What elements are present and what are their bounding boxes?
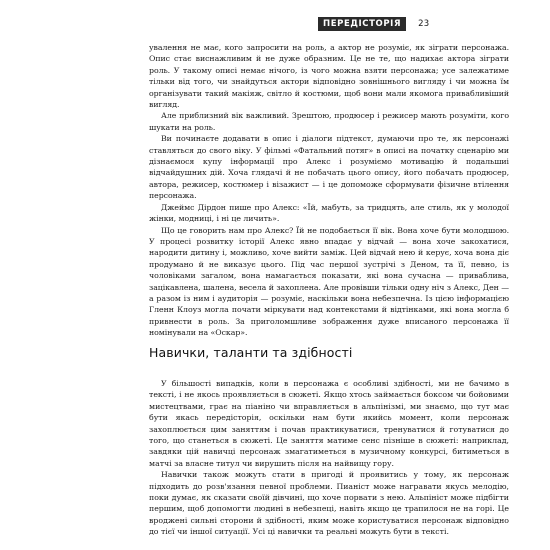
paragraph: Джеймс Дірдон пише про Алекс: «Їй, мабуть, за тридцять, але стиль, як у молодої жінки, модниці, і ні це личить». (149, 202, 509, 224)
running-head (318, 17, 518, 31)
paragraph: увалення не має, кого запросити на роль, а актор не розуміє, як зіграти персонажа. Опис стає виснажливим й не дуже образним. Це не те, що надихає актора зіграти роль. У такому описі немає нічого, із чого можна взяти персонажа; усе залежатиме тільки від того, чи знайдуться актори відповідно зовнішнього виглядy і чи можна їм організувати такий макіяж, світло й костюми, щоб вони мали якомога привабливіший вигляд. (149, 43, 509, 110)
section-label: ПЕРЕДІСТОРІЯ (318, 17, 406, 31)
body-text-top (149, 42, 509, 339)
paragraph: Що це говорить нам про Алекс? Їй не подобається її вік. Вона хоче бути молодшою. У процесі розвитку історії Алекс явно впадає у відчай — вона хоче закохатися, народити дитину і, можливо, хоче вийти заміж. Цей відчай нею й керує, хоча вона діє продумано й не виказує цього. Під час першої зустрічі з Деном, та її, певно, із чоловіками загалом, вона намагається показати, які вона сучасна — приваблива, зацікавлена, шалена, весела й захоплена. Але провівши тільки одну ніч з Алекс, Ден — а разом із ним і аудиторія — розуміє, наскільки вона небезпечна. Із цією інформацією Гленн Клоуз могла почати міркувати над контекстами й відтінками, які вона могла б привнести в роль. За приголомшливе зображення дуже вписаного персонажа її номінували на «Оскар». (149, 225, 509, 338)
body-text-bottom (149, 378, 509, 538)
paragraph: Ви починаєте додавати в опис і діалоги підтекст, думаючи про те, як персонажі ставляться до свого віку. У фільмі «Фатальний потяг» в описі на початку сценарію ми дізнаємося купу інформації про Алекс і розуміємо мотивацію й подальшиі відчайдушних дій. Хоча глядачі й не побачать цього опису, його побачать продюсер, автора, режисер, костюмер і візажист — і це допоможе сформувати фізичне втілення персонажа. (149, 134, 509, 201)
page-number: 23 (418, 19, 430, 29)
paragraph: Навички також можуть стати в пригоді й проявитись у тому, як персонаж підходить до розв'язання певної проблеми. Пианіст може награвати якусь мелодію, поки думає, як сказати своїй дівчині, що хоче порвати з нею. Альпініст може підбігти першим, щоб допомогти людині в небезпеці, навіть якщо це трапилося не на горі. Це вроджені сильні сторони й здібності, яким може користуватися персонаж відповідно до тієї чи іншої ситуації. Усі ці навички та реальні можуть бути в тексті. (149, 470, 509, 537)
paragraph: Але приблизний вік важливий. Зрештою, продюсер і режисер мають розуміти, кого шукати на роль. (149, 111, 509, 132)
section-heading: Навички, таланти та здібності (149, 345, 353, 360)
paragraph: У більшості випадків, коли в персонажа є особливі здібності, ми не бачимо в тексті, і не якось проявляється в сюжеті. Якщо хтось займається боксом чи бойовими мистецтвами, грає на піаніно чи вправляється в альпінізмі, ми знаємо, що тут має бути якась передісторія, оскільки нам бути якийсь момент, коли персонаж захоплюється цим заняттям і почав практикуватися, тренуватися й готуватися до того, що станеться в сюжеті. Це заняття матиме сенс пізніше в сюжеті: наприклад, завдяки цій навичці персонаж змагатиметься в музичному конкурсі, битиметься в матчі за власне титул чи вирушить після на найвищу гору. (149, 379, 509, 468)
